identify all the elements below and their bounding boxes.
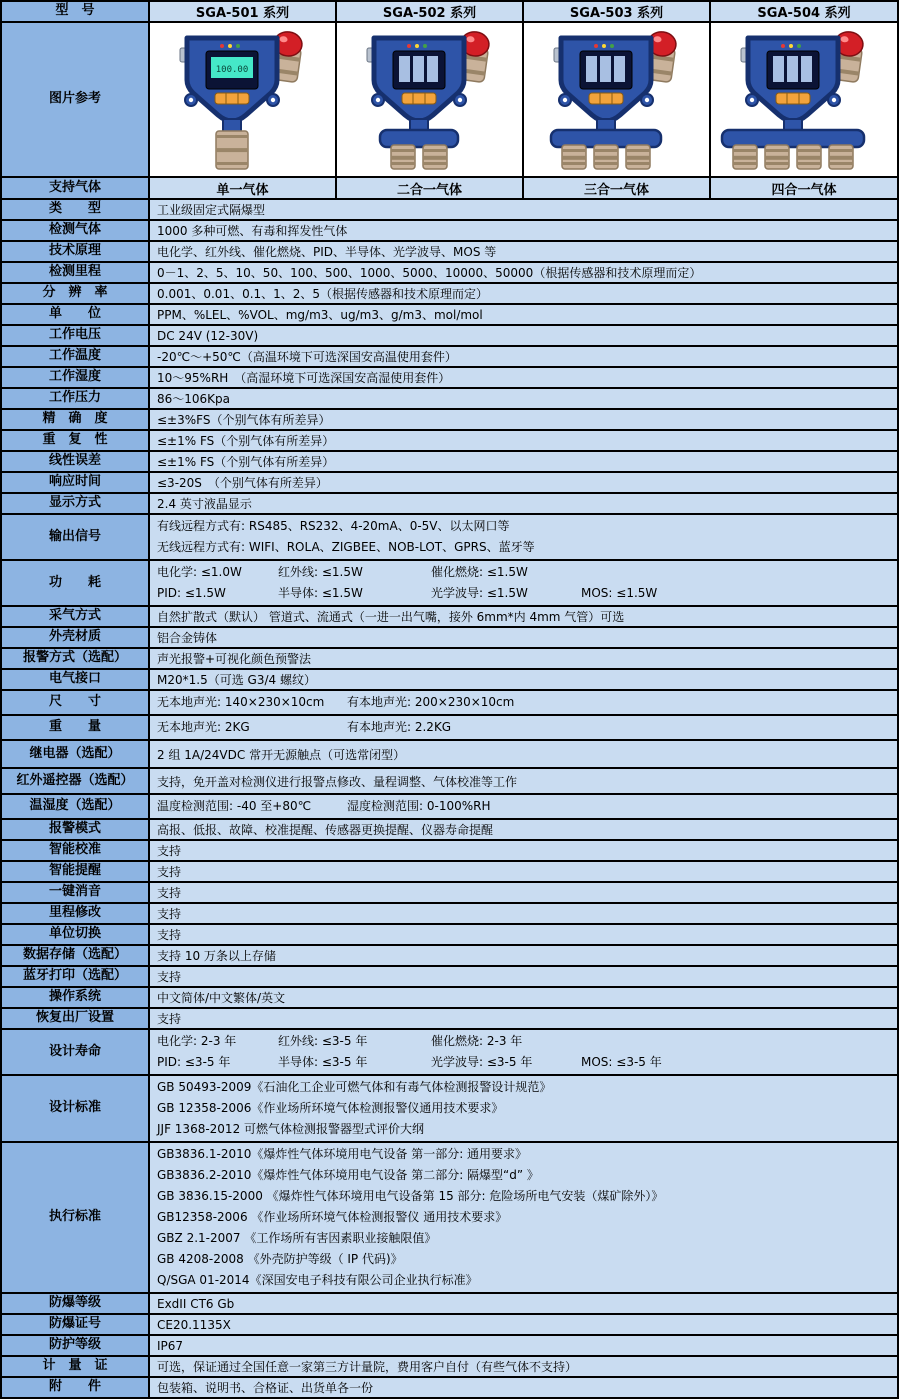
- spec-row: [2, 1315, 899, 1336]
- spec-row: [2, 946, 899, 967]
- row-label: 工作电压: [2, 326, 150, 347]
- row-label: 蓝牙打印（选配）: [2, 967, 150, 988]
- row-label: 一键消音: [2, 883, 150, 904]
- value-line: JJF 1368-2012 可燃气体检测报警器型式评价大纲: [157, 1122, 425, 1136]
- sensor-head: [594, 145, 618, 169]
- row-label: 智能提醒: [2, 862, 150, 883]
- row-label: 工作湿度: [2, 368, 150, 389]
- value-line: 有线远程方式有: RS485、RS232、4-20mA、0-5V、以太网口等: [157, 519, 510, 533]
- row-label: 里程修改: [2, 904, 150, 925]
- value-segment: 催化燃烧: ≤1.5W: [431, 565, 528, 579]
- row-value: 包装箱、说明书、合格证、出货单各一份: [150, 1378, 899, 1399]
- row-value: 支持: [150, 883, 899, 904]
- value-line: 无线远程方式有: WIFI、ROLA、ZIGBEE、NOB-LOT、GPRS、蓝牙等: [157, 540, 535, 554]
- product-image-sga-503: [524, 23, 711, 178]
- value-line: GB 12358-2006《作业场所环境气体检测报警仪通用技术要求》: [157, 1101, 504, 1115]
- sensor-head: [765, 145, 789, 169]
- sensor-head: [733, 145, 757, 169]
- row-value: ≤±1% FS（个别气体有所差异）: [150, 452, 899, 473]
- spec-row: [2, 368, 899, 389]
- value-segment: 半导体: ≤3-5 年: [278, 1055, 368, 1069]
- row-value: CE20.1135X: [150, 1315, 899, 1336]
- row-value: 2 组 1A/24VDC 常开无源触点（可选常闭型）: [150, 741, 899, 769]
- value-segment: 光学波导: ≤3-5 年: [431, 1055, 533, 1069]
- value-segment: 红外线: ≤1.5W: [278, 565, 363, 579]
- model-header: SGA-504 系列: [711, 2, 899, 23]
- spec-row: [2, 452, 899, 473]
- spec-row: [2, 716, 899, 741]
- spec-row: [2, 305, 899, 326]
- value-segment: 有本地声光: 2.2KG: [347, 720, 452, 734]
- row-value: [150, 1143, 899, 1294]
- value-segment: PID: ≤3-5 年: [157, 1055, 231, 1069]
- value-segment: 半导体: ≤1.5W: [278, 586, 363, 600]
- value-line: Q/SGA 01-2014《深国安电子科技有限公司企业执行标准》: [157, 1273, 478, 1287]
- value-line: [157, 1052, 890, 1073]
- spec-row: [2, 841, 899, 862]
- row-value: 支持: [150, 967, 899, 988]
- row-label: 恢复出厂设置: [2, 1009, 150, 1030]
- row-label: 报警模式: [2, 820, 150, 841]
- value-segment: 有本地声光: 200×230×10cm: [347, 695, 515, 709]
- spec-row: [2, 769, 899, 795]
- value-line: [157, 717, 890, 738]
- row-value: 0－1、2、5、10、50、100、500、1000、5000、10000、50000（根据传感器和技术原理而定）: [150, 263, 899, 284]
- model-header: SGA-503 系列: [524, 2, 711, 23]
- supported-gas-value: 四合一气体: [711, 178, 899, 200]
- spec-row: [2, 967, 899, 988]
- row-label: 附 件: [2, 1378, 150, 1399]
- manifold: [380, 130, 458, 147]
- row-value: [150, 795, 899, 820]
- value-line: [157, 562, 890, 583]
- row-label: 报警方式（选配）: [2, 649, 150, 670]
- product-image-sga-504: [711, 23, 899, 178]
- value-line: [157, 692, 890, 713]
- row-value: ≤±3%FS（个别气体有所差异）: [150, 410, 899, 431]
- gas-detector-illustration: [715, 24, 893, 171]
- sensor-head: [626, 145, 650, 169]
- spec-row: [2, 347, 899, 368]
- product-image-sga-502: [337, 23, 524, 178]
- row-label: 执行标准: [2, 1143, 150, 1294]
- spec-row: [2, 904, 899, 925]
- row-label: 操作系统: [2, 988, 150, 1009]
- row-value: M20*1.5（可选 G3/4 螺纹）: [150, 670, 899, 691]
- spec-row: [2, 741, 899, 769]
- row-label: 工作压力: [2, 389, 150, 410]
- row-value: 支持: [150, 904, 899, 925]
- gas-detector-illustration: [341, 24, 519, 171]
- row-label: 检测里程: [2, 263, 150, 284]
- row-label: 重 量: [2, 716, 150, 741]
- supported-gas-row: [2, 178, 899, 200]
- row-value: 可选，保证通过全国任意一家第三方计量院，费用客户自付（有些气体不支持）: [150, 1357, 899, 1378]
- row-value: 铝合金铸体: [150, 628, 899, 649]
- value-line: GBZ 2.1-2007 《工作场所有害因素职业接触限值》: [157, 1231, 437, 1245]
- value-line: GB12358-2006 《作业场所环境气体检测报警仪 通用技术要求》: [157, 1210, 508, 1224]
- spec-row: [2, 649, 899, 670]
- row-label: 精 确 度: [2, 410, 150, 431]
- row-value: ≤±1% FS（个别气体有所差异）: [150, 431, 899, 452]
- row-label: 工作温度: [2, 347, 150, 368]
- row-value: ≤3-20S （个别气体有所差异）: [150, 473, 899, 494]
- detector-buttons: [776, 93, 810, 104]
- row-label: 温湿度（选配）: [2, 795, 150, 820]
- value-segment: 电化学: ≤1.0W: [157, 565, 242, 579]
- row-label: 输出信号: [2, 515, 150, 561]
- row-value: 高报、低报、故障、校准提醒、传感器更换提醒、仪器寿命提醒: [150, 820, 899, 841]
- spec-row: [2, 1009, 899, 1030]
- row-label: 智能校准: [2, 841, 150, 862]
- row-value: IP67: [150, 1336, 899, 1357]
- row-value: 支持: [150, 1009, 899, 1030]
- row-label: 单 位: [2, 305, 150, 326]
- row-label: 电气接口: [2, 670, 150, 691]
- value-line: GB3836.1-2010《爆炸性气体环境用电气设备 第一部分: 通用要求》: [157, 1147, 528, 1161]
- value-segment: 无本地声光: 140×230×10cm: [157, 695, 325, 709]
- row-label: 显示方式: [2, 494, 150, 515]
- row-label: 检测气体: [2, 221, 150, 242]
- row-label: 型 号: [2, 2, 150, 23]
- value-line: GB 50493-2009《石油化工企业可燃气体和有毒气体检测报警设计规范》: [157, 1080, 552, 1094]
- row-value: 支持 10 万条以上存储: [150, 946, 899, 967]
- row-label: 计 量 证: [2, 1357, 150, 1378]
- value-segment: 红外线: ≤3-5 年: [278, 1034, 368, 1048]
- gas-detector-illustration: [154, 24, 332, 171]
- row-value: [150, 716, 899, 741]
- row-value: 支持: [150, 862, 899, 883]
- spec-row: [2, 988, 899, 1009]
- product-image-sga-501: [150, 23, 337, 178]
- spec-row: [2, 410, 899, 431]
- row-value: 2.4 英寸液晶显示: [150, 494, 899, 515]
- model-header-row: [2, 2, 899, 23]
- detector-buttons: [589, 93, 623, 104]
- value-segment: 电化学: 2-3 年: [157, 1034, 237, 1048]
- row-label: 防护等级: [2, 1336, 150, 1357]
- spec-row: [2, 200, 899, 221]
- spec-row: [2, 431, 899, 452]
- spec-row: [2, 883, 899, 904]
- row-value: 中文简体/中文繁体/英文: [150, 988, 899, 1009]
- spec-row: [2, 795, 899, 820]
- row-value: 自然扩散式（默认） 管道式、流通式（一进一出气嘴，接外 6mm*内 4mm 气管）可选: [150, 607, 899, 628]
- supported-gas-value: 单一气体: [150, 178, 337, 200]
- row-value: [150, 1030, 899, 1076]
- spec-row: [2, 473, 899, 494]
- row-value: 86～106Kpa: [150, 389, 899, 410]
- value-line: [157, 796, 890, 817]
- row-value: [150, 691, 899, 716]
- svg-text:100.00: 100.00: [215, 65, 248, 75]
- row-value: 工业级固定式隔爆型: [150, 200, 899, 221]
- row-value: 0.001、0.01、0.1、1、2、5（根据传感器和技术原理而定）: [150, 284, 899, 305]
- row-label: 设计标准: [2, 1076, 150, 1143]
- row-value: 支持，免开盖对检测仪进行报警点修改、量程调整、气体校准等工作: [150, 769, 899, 795]
- row-value: -20℃～+50℃（高温环境下可选深国安高温使用套件）: [150, 347, 899, 368]
- row-label: 采气方式: [2, 607, 150, 628]
- spec-row: [2, 263, 899, 284]
- spec-row: [2, 389, 899, 410]
- row-label: 类 型: [2, 200, 150, 221]
- sensor-head: [829, 145, 853, 169]
- row-value: PPM、%LEL、%VOL、mg/m3、ug/m3、g/m3、mol/mol: [150, 305, 899, 326]
- row-label: 分 辨 率: [2, 284, 150, 305]
- spec-row: [2, 515, 899, 561]
- spec-row: [2, 862, 899, 883]
- product-image-row: [2, 23, 899, 178]
- row-value: 1000 多种可燃、有毒和挥发性气体: [150, 221, 899, 242]
- row-label: 数据存储（选配）: [2, 946, 150, 967]
- gas-detector-illustration: [528, 24, 706, 171]
- spec-row: [2, 1378, 899, 1399]
- row-label: 响应时间: [2, 473, 150, 494]
- row-label: 红外遥控器（选配）: [2, 769, 150, 795]
- value-line: GB 3836.15-2000 《爆炸性气体环境用电气设备第 15 部分: 危险场所电气安装（煤矿除外）》: [157, 1189, 664, 1203]
- sensor-head: [423, 145, 447, 169]
- value-line: [157, 583, 890, 604]
- row-label: 设计寿命: [2, 1030, 150, 1076]
- value-segment: 无本地声光: 2KG: [157, 720, 250, 734]
- spec-row: [2, 691, 899, 716]
- sensor-head: [216, 131, 248, 169]
- value-segment: 光学波导: ≤1.5W: [431, 586, 528, 600]
- spec-row: [2, 820, 899, 841]
- spec-row: [2, 670, 899, 691]
- spec-row: [2, 925, 899, 946]
- row-label: 防爆等级: [2, 1294, 150, 1315]
- row-label: 外壳材质: [2, 628, 150, 649]
- supported-gas-value: 二合一气体: [337, 178, 524, 200]
- spec-row: [2, 242, 899, 263]
- model-header: SGA-501 系列: [150, 2, 337, 23]
- sensor-head: [562, 145, 586, 169]
- row-label: 尺 寸: [2, 691, 150, 716]
- row-label: 图片参考: [2, 23, 150, 178]
- value-segment: 温度检测范围: -40 至+80℃: [157, 799, 312, 813]
- spec-row: [2, 1143, 899, 1294]
- sensor-head: [797, 145, 821, 169]
- value-segment: 湿度检测范围: 0-100%RH: [347, 799, 491, 813]
- row-label: 功 耗: [2, 561, 150, 607]
- row-value: 10～95%RH （高湿环境下可选深国安高湿使用套件）: [150, 368, 899, 389]
- row-value: ExdII CT6 Gb: [150, 1294, 899, 1315]
- value-line: [157, 1031, 890, 1052]
- row-value: 声光报警+可视化颜色预警法: [150, 649, 899, 670]
- value-line: GB 4208-2008 《外壳防护等级（ IP 代码)》: [157, 1252, 403, 1266]
- spec-row: [2, 607, 899, 628]
- row-label: 单位切换: [2, 925, 150, 946]
- spec-row: [2, 1294, 899, 1315]
- spec-row: [2, 221, 899, 242]
- value-segment: PID: ≤1.5W: [157, 586, 226, 600]
- row-value: [150, 561, 899, 607]
- sensor-head: [391, 145, 415, 169]
- value-segment: MOS: ≤1.5W: [581, 586, 658, 600]
- spec-row: [2, 628, 899, 649]
- row-label: 防爆证号: [2, 1315, 150, 1336]
- detector-buttons: [215, 93, 249, 104]
- value-line: GB3836.2-2010《爆炸性气体环境用电气设备 第二部分: 隔爆型“d” 》: [157, 1168, 539, 1182]
- spec-row: [2, 326, 899, 347]
- spec-row: [2, 561, 899, 607]
- row-label: 线性误差: [2, 452, 150, 473]
- row-label: 继电器（选配）: [2, 741, 150, 769]
- row-label: 重 复 性: [2, 431, 150, 452]
- row-label: 技术原理: [2, 242, 150, 263]
- spec-row: [2, 494, 899, 515]
- row-value: 支持: [150, 841, 899, 862]
- detector-buttons: [402, 93, 436, 104]
- supported-gas-value: 三合一气体: [524, 178, 711, 200]
- row-label: 支持气体: [2, 178, 150, 200]
- row-value: [150, 1076, 899, 1143]
- row-value: 支持: [150, 925, 899, 946]
- value-segment: 催化燃烧: 2-3 年: [431, 1034, 523, 1048]
- row-value: DC 24V (12-30V): [150, 326, 899, 347]
- row-value: 电化学、红外线、催化燃烧、PID、半导体、光学波导、MOS 等: [150, 242, 899, 263]
- spec-row: [2, 1030, 899, 1076]
- spec-row: [2, 1076, 899, 1143]
- spec-row: [2, 1336, 899, 1357]
- row-value: [150, 515, 899, 561]
- value-segment: MOS: ≤3-5 年: [581, 1055, 662, 1069]
- model-header: SGA-502 系列: [337, 2, 524, 23]
- spec-row: [2, 1357, 899, 1378]
- spec-row: [2, 284, 899, 305]
